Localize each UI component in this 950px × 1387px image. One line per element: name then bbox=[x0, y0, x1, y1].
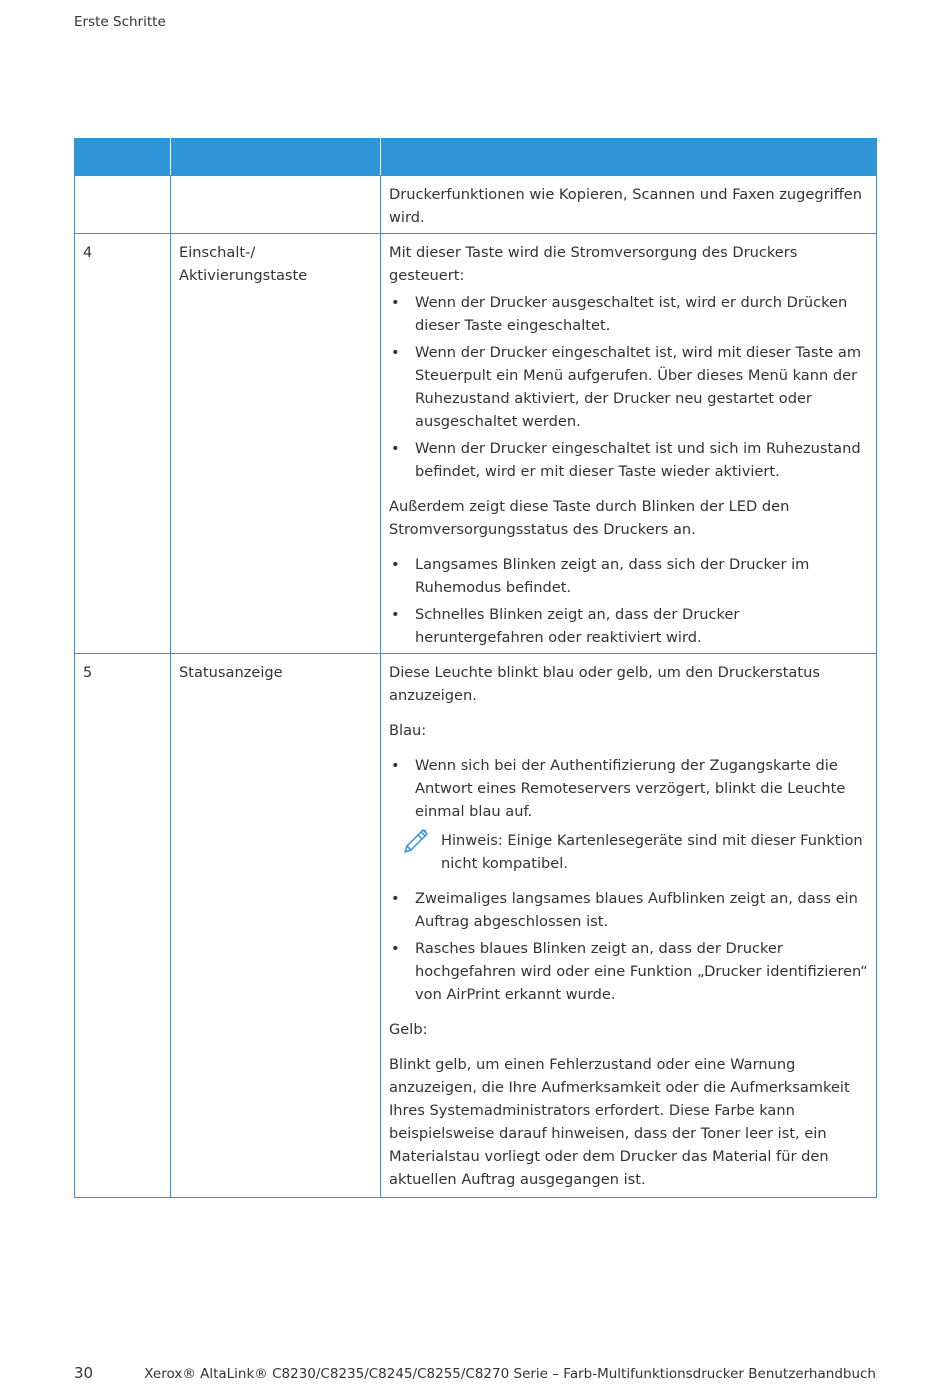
row5-intro: Diese Leuchte blinkt blau oder gelb, um den Druckerstatus anzuzeigen. bbox=[389, 664, 820, 704]
list-item: • Langsames Blinken zeigt an, dass sich der Drucker im Ruhemodus befindet. bbox=[389, 553, 868, 599]
cell-description bbox=[381, 234, 877, 654]
note-text: Hinweis: Einige Kartenlesegeräte sind mit dieser Funktion nicht kompatibel. bbox=[441, 832, 863, 872]
blue-bullet-list bbox=[389, 754, 868, 823]
list-item: • Wenn sich bei der Authentifizierung der Zugangskarte die Antwort eines Remoteservers verzögert, blinkt die Leuchte einmal blau auf. bbox=[389, 754, 868, 823]
cell-name-empty bbox=[171, 176, 381, 234]
blue-bullet-list-2 bbox=[389, 887, 868, 1006]
list-item: • Schnelles Blinken zeigt an, dass der Drucker heruntergefahren oder reaktiviert wird. bbox=[389, 603, 868, 649]
cell-number: 4 bbox=[75, 234, 171, 654]
table-row bbox=[75, 176, 877, 234]
yellow-text: Blinkt gelb, um einen Fehlerzustand oder eine Warnung anzuzeigen, die Ihre Aufmerksamkeit oder die Aufmerksamkeit Ihres Systemadministrators erfordert. Diese Farbe kann beispielsweise darauf hinweisen, dass der Toner leer ist, ein Materialstau vorliegt oder dem Drucker das Material für den aktuellen Auftrag ausgegangen ist. bbox=[389, 1056, 850, 1188]
list-item: • Wenn der Drucker eingeschaltet ist und sich im Ruhezustand befindet, wird er mit dieser Taste wieder aktiviert. bbox=[389, 437, 868, 483]
row4-intro: Mit dieser Taste wird die Stromversorgung des Druckers gesteuert: bbox=[389, 244, 798, 284]
list-item: • Zweimaliges langsames blaues Aufblinken zeigt an, dass ein Auftrag abgeschlossen ist. bbox=[389, 887, 868, 933]
row4-led-bullet-list bbox=[389, 553, 868, 649]
table-header-row bbox=[75, 139, 877, 176]
list-item: • Wenn der Drucker eingeschaltet ist, wird mit dieser Taste am Steuerpult ein Menü aufgerufen. Über dieses Menü kann der Ruhezustand aktiviert, der Drucker neu gestartet oder ausgeschaltet werden. bbox=[389, 341, 868, 433]
list-item: • Wenn der Drucker ausgeschaltet ist, wird er durch Drücken dieser Taste eingeschaltet. bbox=[389, 291, 868, 337]
header-cell-name bbox=[171, 139, 381, 176]
note bbox=[389, 829, 868, 875]
feature-table bbox=[74, 138, 877, 1198]
row4-led-text: Außerdem zeigt diese Taste durch Blinken der LED den Stromversorgungsstatus des Druckers an. bbox=[389, 498, 790, 538]
pencil-icon bbox=[401, 827, 429, 855]
cell-name: Statusanzeige bbox=[171, 654, 381, 1198]
blue-label: Blau: bbox=[389, 722, 427, 739]
continued-text: Druckerfunktionen wie Kopieren, Scannen und Faxen zugegriffen wird. bbox=[389, 186, 862, 226]
page-number: 30 bbox=[74, 1364, 94, 1382]
running-head: Erste Schritte bbox=[74, 14, 166, 30]
cell-number-empty bbox=[75, 176, 171, 234]
cell-number: 5 bbox=[75, 654, 171, 1198]
row4-bullet-list bbox=[389, 291, 868, 483]
table-row bbox=[75, 234, 877, 654]
yellow-label: Gelb: bbox=[389, 1021, 428, 1038]
footer-title: Xerox® AltaLink® C8230/C8235/C8245/C8255/C8270 Serie – Farb-Multifunktionsdrucker Benutzerhandbuch bbox=[144, 1366, 876, 1382]
cell-description bbox=[381, 654, 877, 1198]
header-cell-description bbox=[381, 139, 877, 176]
cell-description bbox=[381, 176, 877, 234]
list-item: • Rasches blaues Blinken zeigt an, dass der Drucker hochgefahren wird oder eine Funktion „Drucker identifizieren“ von AirPrint erkannt wurde. bbox=[389, 937, 868, 1006]
header-cell-number bbox=[75, 139, 171, 176]
table-row bbox=[75, 654, 877, 1198]
cell-name: Einschalt-/ Aktivierungstaste bbox=[171, 234, 381, 654]
